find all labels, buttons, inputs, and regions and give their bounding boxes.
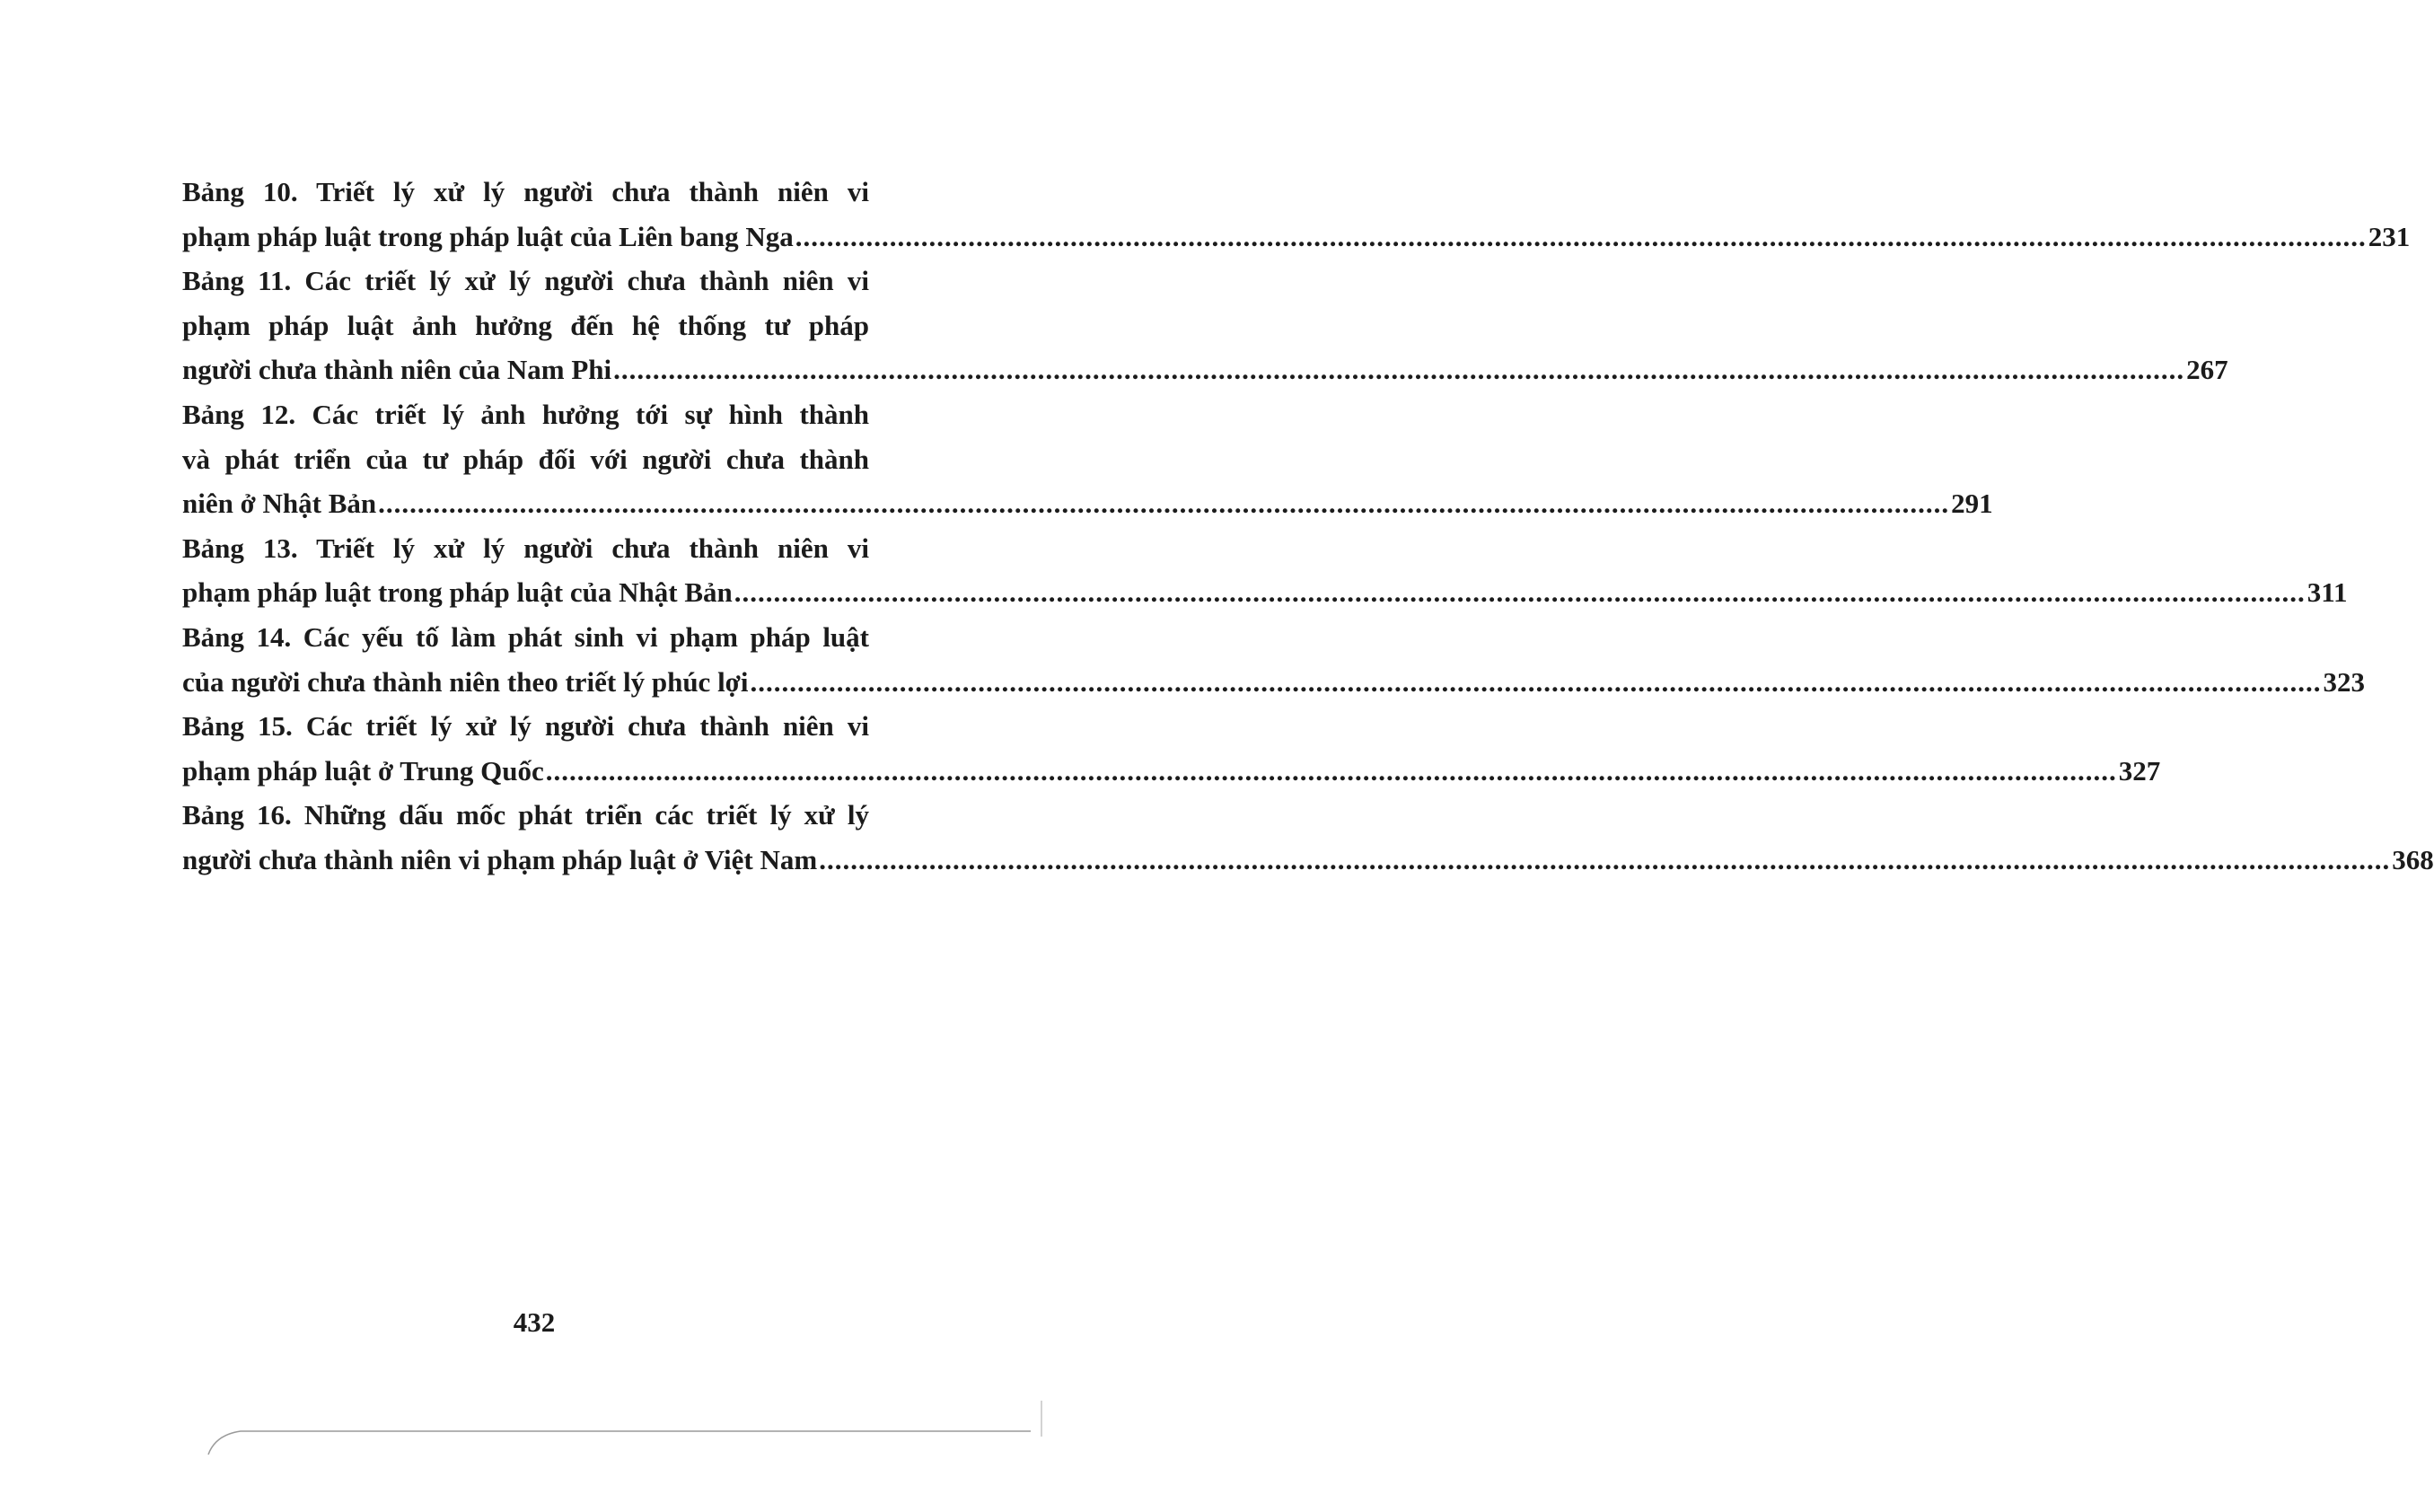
toc-entry-text: người chưa thành niên của Nam Phi — [182, 354, 612, 386]
toc-entry-last-line — [182, 660, 2365, 705]
toc-entry-text: niên ở Nhật Bản — [182, 488, 377, 520]
page-number: 432 — [513, 1306, 556, 1338]
toc-entry[interactable] — [182, 615, 2365, 704]
dot-leader: ........................................................................................................................................................................................................ — [750, 665, 2322, 698]
toc-entry-last-line — [182, 481, 1993, 526]
toc-entry-last-line — [182, 347, 2228, 392]
toc-entry-text: Bảng 14. Các yếu tố làm phát sinh vi phạm pháp luật — [182, 620, 869, 653]
toc-entry-page-number: 267 — [2186, 354, 2228, 386]
toc-entry-page-number: 327 — [2118, 754, 2161, 787]
toc-entry[interactable] — [182, 704, 2161, 793]
toc-entry-text: và phát triển của tư pháp đối với người chưa thành — [182, 443, 869, 475]
toc-entry-last-line — [182, 570, 2348, 615]
toc-entry[interactable] — [182, 793, 2434, 882]
toc-entry-page-number: 323 — [2323, 665, 2365, 698]
dot-leader: ........................................................................................................................................................................................................ — [613, 354, 2185, 386]
table-of-contents-list — [182, 170, 2434, 883]
toc-entry-page-number: 291 — [1951, 488, 1993, 520]
toc-entry-text: Bảng 12. Các triết lý ảnh hưởng tới sự hình thành — [182, 398, 869, 430]
dot-leader: ........................................................................................................................................................................................................ — [819, 843, 2391, 875]
bottom-curve-line — [208, 1431, 1031, 1455]
toc-entry-text: phạm pháp luật trong pháp luật của Nhật Bản — [182, 576, 733, 609]
toc-entry-text: người chưa thành niên vi phạm pháp luật ở Việt Nam — [182, 843, 818, 875]
toc-entry-text: phạm pháp luật trong pháp luật của Liên bang Nga — [182, 220, 794, 252]
dot-leader: ........................................................................................................................................................................................................ — [378, 488, 1950, 520]
toc-entry-page-number: 368 — [2392, 843, 2434, 875]
toc-entry[interactable] — [182, 170, 2411, 259]
dot-leader: ........................................................................................................................................................................................................ — [545, 754, 2117, 787]
toc-entry[interactable] — [182, 392, 1993, 526]
toc-entry[interactable] — [182, 259, 2228, 392]
toc-entry-text: phạm pháp luật ở Trung Quốc — [182, 754, 544, 787]
toc-entry-text: của người chưa thành niên theo triết lý phúc lợi — [182, 665, 749, 698]
toc-entry-last-line — [182, 749, 2161, 794]
toc-entry-text: phạm pháp luật ảnh hưởng đến hệ thống tư pháp — [182, 309, 869, 341]
toc-entry-text: Bảng 11. Các triết lý xử lý người chưa thành niên vi — [182, 265, 869, 297]
toc-entry-text: Bảng 16. Những dấu mốc phát triển các triết lý xử lý — [182, 799, 869, 831]
toc-entry[interactable] — [182, 526, 2348, 615]
toc-entry-text: Bảng 10. Triết lý xử lý người chưa thành niên vi — [182, 176, 869, 207]
toc-entry-page-number: 311 — [2307, 576, 2348, 609]
toc-entry-last-line — [182, 838, 2434, 883]
toc-entry-page-number: 231 — [2368, 220, 2411, 252]
dot-leader: ........................................................................................................................................................................................................ — [734, 576, 2306, 609]
toc-entry-text: Bảng 15. Các triết lý xử lý người chưa thành niên vi — [182, 710, 869, 743]
toc-entry-text: Bảng 13. Triết lý xử lý người chưa thành niên vi — [182, 532, 869, 564]
dot-leader: ........................................................................................................................................................................................................ — [795, 220, 2367, 252]
toc-entry-last-line — [182, 215, 2411, 259]
